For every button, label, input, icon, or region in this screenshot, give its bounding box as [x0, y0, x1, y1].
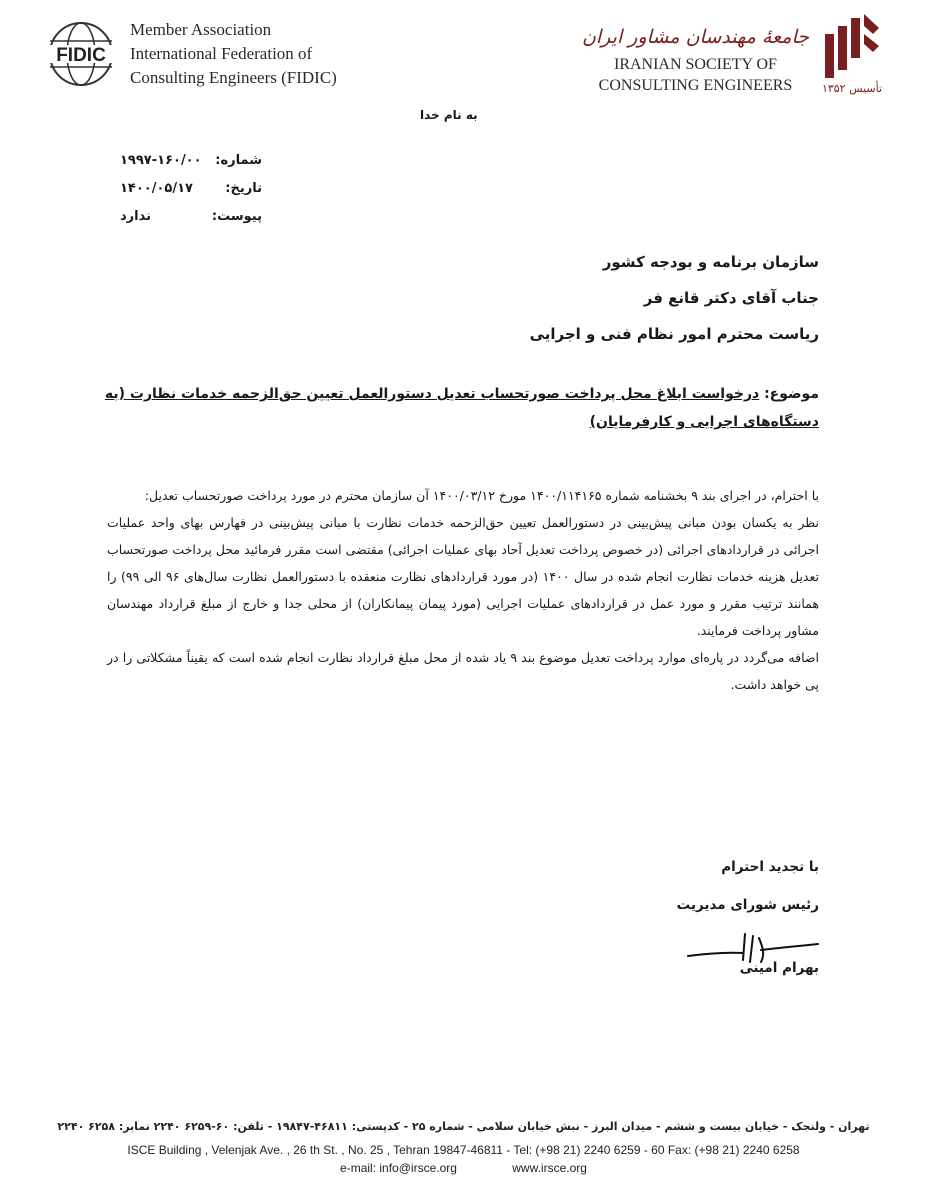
- isce-name-en-1: IRANIAN SOCIETY OF: [613, 56, 777, 73]
- fidic-line-2: International Federation of: [130, 44, 313, 63]
- closing-block: [519, 848, 819, 924]
- recipient-name: جناب آقای دکتر قانع فر: [643, 289, 819, 307]
- fidic-logo: [40, 19, 122, 89]
- subject-text: درخواست ابلاغ محل پرداخت صورتحساب تعدیل دستورالعمل تعیین حق‌الزحمه خدمات نظارت (به دستگاه‌های اجرایی و کارفرمایان): [104, 386, 819, 430]
- date-value: ۱۴۰۰/۰۵/۱۷: [120, 180, 193, 196]
- body-paragraph-3: اضافه می‌گردد در پاره‌ای موارد پرداخت تعدیل موضوع بند ۹ یاد شده از محل مبلغ قرارداد نظارت انجام شده است که یقیناً مشکلاتی را در پی خواهد داشت.: [107, 650, 819, 692]
- reference-block: [120, 146, 262, 230]
- footer-email[interactable]: e-mail: info@irsce.org: [340, 1161, 457, 1175]
- isce-emblem-icon: [821, 12, 883, 80]
- attachment-label: پیوست:: [211, 208, 262, 224]
- recipient-block: [319, 244, 819, 352]
- recipient-title: ریاست محترم امور نظام فنی و اجرایی: [529, 325, 819, 343]
- footer-address-en: ISCE Building , Velenjak Ave. , 26 th St. , No. 25 , Tehran 19847-46811 - Tel: (+98 21) 2240 6259 - 60 Fax: (+98 21) 2240 6258: [127, 1143, 800, 1157]
- isce-logo: [817, 12, 887, 95]
- svg-text:FIDIC: FIDIC: [56, 45, 106, 66]
- letter-body: [107, 482, 819, 698]
- footer: [0, 1120, 927, 1175]
- signer-name: بهرام امینی: [739, 960, 819, 976]
- attachment-value: ندارد: [120, 208, 152, 224]
- recipient-organization: سازمان برنامه و بودجه کشور: [602, 253, 819, 271]
- letter-date-row: [120, 174, 262, 202]
- fidic-line-1: Member Association: [130, 20, 272, 39]
- body-paragraph-2: نظر به یکسان بودن مبانی پیش‌بینی در دستورالعمل تعیین حق‌الزحمه خدمات نظارت با مبانی پیش‌بینی در فهارس بهای واحد عملیات اجرائی در قراردادهای اجرائی (در خصوص پرداخت تعدیل آحاد بهای عملیات اجرائی) مقتضی است مقرر فرمائید محل پرداخت صورتحساب تعدیل هزینه خدمات نظارت انجام شده در سال ۱۴۰۰ (در مورد قراردادهای نظارت منعقده با دستورالعمل نظارت سال‌های ۹۶ الی ۹۹) را همانند ترتیب مقرر و مورد عمل در قراردادهای عملیات اجرایی (مورد پیمان پیمانکاران) از محلی جدا و خارج از مبلغ قرارداد مهندسان مشاور پرداخت فرمایند.: [107, 515, 819, 638]
- number-value: ۱۹۹۷-۱۶۰/۰۰: [120, 152, 202, 168]
- letter-attachment-row: [120, 202, 262, 230]
- signer-title: رئیس شورای مدیریت: [676, 897, 819, 913]
- isce-founded: تأسیس ۱۳۵۲: [821, 82, 883, 95]
- isce-letterhead: [582, 12, 887, 96]
- footer-website[interactable]: www.irsce.org: [512, 1161, 587, 1175]
- date-label: تاریخ:: [225, 180, 262, 196]
- fidic-letterhead: [40, 18, 337, 90]
- isce-name-fa: جامعهٔ مهندسان مشاور ایران: [581, 26, 809, 48]
- isce-name-en-2: CONSULTING ENGINEERS: [598, 77, 793, 94]
- subject-line: [99, 380, 819, 436]
- bismillah: به نام خدا: [420, 108, 478, 122]
- closing-regards: با تجدید احترام: [721, 859, 819, 875]
- body-paragraph-1: با احترام، در اجرای بند ۹ بخشنامه شماره ۱۴۰۰/۱۱۴۱۶۵ مورخ ۱۴۰۰/۰۳/۱۲ آن سازمان محترم در مورد پرداخت صورتحساب تعدیل:: [144, 488, 819, 503]
- footer-address-fa: تهران - ولنجک - خیابان بیست و ششم - میدان البرز - نبش خیابان سلامی - شماره ۲۵ - کدپستی: ۴۶۸۱۱-۱۹۸۴۷ - تلفن: ۶۰-۶۲۵۹ ۲۲۴۰ نمابر: ۶۲۵۸ ۲۲۴۰: [57, 1120, 870, 1133]
- letter-number-row: [120, 146, 262, 174]
- number-label: شماره:: [215, 152, 262, 168]
- subject-label: موضوع:: [764, 386, 819, 402]
- fidic-line-3: Consulting Engineers (FIDIC): [130, 68, 337, 87]
